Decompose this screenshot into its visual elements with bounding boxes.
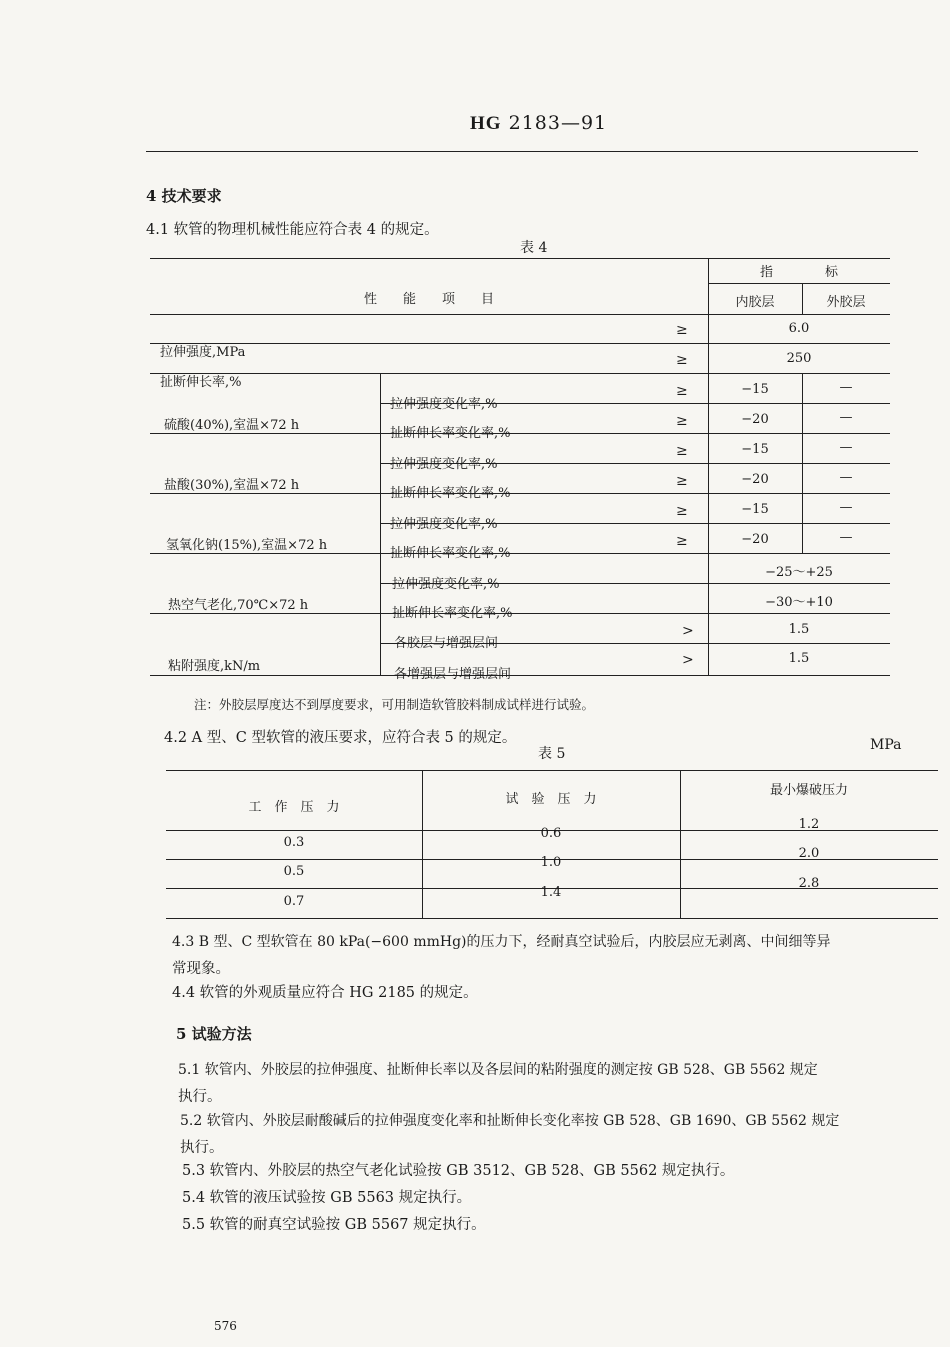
header-rule <box>146 151 918 152</box>
table-cell: 2.8 <box>798 876 820 891</box>
table-cell: 0.3 <box>283 835 305 850</box>
table-sub-outer: — <box>839 380 853 395</box>
paragraph-5-4: 5.4 软管的液压试验按 GB 5563 规定执行。 <box>182 1190 472 1206</box>
paragraph-4-2: 4.2 A 型、C 型软管的液压要求，应符合表 5 的规定。 <box>164 730 517 746</box>
table-cell: 1.4 <box>540 885 562 900</box>
table-cell: 2.0 <box>798 846 820 861</box>
table-sub-mark: ≥ <box>676 383 688 399</box>
table-group-label: 热空气老化,70℃×72 h <box>168 598 309 613</box>
table-row-label: 拉伸强度,MPa <box>160 345 246 360</box>
document-header <box>470 112 607 135</box>
table-sub-inner: −15 <box>741 382 769 397</box>
standard-number: 2183—91 <box>508 112 608 134</box>
table-sub-mark: ≥ <box>676 413 688 429</box>
table-group-label: 粘附强度,kN/m <box>168 659 261 674</box>
table-sub-mark: ≥ <box>676 473 688 489</box>
table-4-head-outer: 外胶层 <box>826 295 866 310</box>
table-sub-value: −25～+25 <box>765 565 833 580</box>
table-sub-mark: ≥ <box>676 533 688 549</box>
table-sub-inner: −20 <box>741 532 769 547</box>
table-sub-outer: — <box>839 470 853 485</box>
table-row-value: 6.0 <box>788 321 810 336</box>
table-sub-label: 各胶层与增强层间 <box>394 636 499 651</box>
table-sub-label: 拉伸强度变化率,% <box>392 577 500 592</box>
table-sub-label: 拉伸强度变化率,% <box>390 397 498 412</box>
table-5-unit: MPa <box>870 737 902 753</box>
table-sub-value: −30～+10 <box>765 595 833 610</box>
table-4-head-item: 性 能 项 目 <box>363 292 494 307</box>
paragraph-5-1-cont: 执行。 <box>178 1089 222 1105</box>
table-cell: 1.2 <box>798 817 820 832</box>
table-sub-outer: — <box>839 410 853 425</box>
paragraph-5-3: 5.3 软管内、外胶层的热空气老化试验按 GB 3512、GB 528、GB 5562 规定执行。 <box>182 1163 735 1179</box>
table-sub-mark: > <box>682 623 694 639</box>
paragraph-5-2-cont: 执行。 <box>180 1140 224 1156</box>
table-4-head-index: 指 标 <box>759 265 838 280</box>
table-cell: 0.5 <box>283 864 305 879</box>
table-row-label: 扯断伸长率,% <box>160 375 242 390</box>
table-5-header: 试 验 压 力 <box>505 792 597 807</box>
table-row-value: 250 <box>786 351 812 366</box>
table-sub-inner: −20 <box>741 472 769 487</box>
paragraph-5-5: 5.5 软管的耐真空试验按 GB 5567 规定执行。 <box>182 1217 486 1233</box>
table-cell: 1.0 <box>540 855 562 870</box>
table-sub-inner: −15 <box>741 442 769 457</box>
table-sub-label: 拉伸强度变化率,% <box>390 457 498 472</box>
table-5-caption: 表 5 <box>538 746 566 762</box>
table-sub-label: 扯断伸长率变化率,% <box>390 486 511 501</box>
section-5-title: 5 试验方法 <box>176 1025 252 1043</box>
table-4-head-inner: 内胶层 <box>735 295 775 310</box>
table-5-header: 最小爆破压力 <box>769 783 848 798</box>
table-sub-outer: — <box>839 500 853 515</box>
table-sub-mark: > <box>682 652 694 668</box>
table-sub-label: 扯断伸长率变化率,% <box>392 606 513 621</box>
table-cell: 0.7 <box>283 894 305 909</box>
paragraph-4-4: 4.4 软管的外观质量应符合 HG 2185 的规定。 <box>172 985 478 1001</box>
table-sub-mark: ≥ <box>676 443 688 459</box>
section-4-title: 4 技术要求 <box>146 187 222 205</box>
table-sub-mark: ≥ <box>676 503 688 519</box>
paragraph-4-3: 4.3 B 型、C 型软管在 80 kPa(−600 mmHg)的压力下，经耐真空试验后，内胶层应无剥离、中间细等异 <box>172 934 831 950</box>
table-4-note: 注：外胶层厚度达不到厚度要求，可用制造软管胶料制成试样进行试验。 <box>194 697 595 712</box>
table-sub-inner: −15 <box>741 502 769 517</box>
paragraph-5-1: 5.1 软管内、外胶层的拉伸强度、扯断伸长率以及各层间的粘附强度的测定按 GB 528、GB 5562 规定 <box>178 1062 818 1078</box>
table-sub-inner: −20 <box>741 412 769 427</box>
paragraph-4-3-cont: 常现象。 <box>172 961 230 977</box>
table-sub-value: 1.5 <box>788 651 810 666</box>
table-5-header: 工 作 压 力 <box>248 800 340 815</box>
table-row-mark: ≥ <box>676 322 688 338</box>
table-sub-value: 1.5 <box>788 622 810 637</box>
table-sub-label: 拉伸强度变化率,% <box>390 517 498 532</box>
table-row-mark: ≥ <box>676 352 688 368</box>
table-sub-label: 扯断伸长率变化率,% <box>390 546 511 561</box>
standard-code: HG <box>470 113 502 134</box>
paragraph-5-2: 5.2 软管内、外胶层耐酸碱后的拉伸强度变化率和扯断伸长变化率按 GB 528、GB 1690、GB 5562 规定 <box>180 1113 840 1129</box>
table-group-label: 盐酸(30%),室温×72 h <box>164 478 300 493</box>
table-cell: 0.6 <box>540 826 562 841</box>
table-sub-label: 各增强层与增强层间 <box>394 667 512 682</box>
table-group-label: 硫酸(40%),室温×72 h <box>164 418 300 433</box>
table-sub-outer: — <box>839 440 853 455</box>
table-group-label: 氢氧化钠(15%),室温×72 h <box>166 538 328 553</box>
table-sub-outer: — <box>839 530 853 545</box>
paragraph-4-1: 4.1 软管的物理机械性能应符合表 4 的规定。 <box>146 222 439 238</box>
page-number: 576 <box>214 1319 237 1333</box>
table-sub-label: 扯断伸长率变化率,% <box>390 426 511 441</box>
table-4-caption: 表 4 <box>520 240 548 256</box>
